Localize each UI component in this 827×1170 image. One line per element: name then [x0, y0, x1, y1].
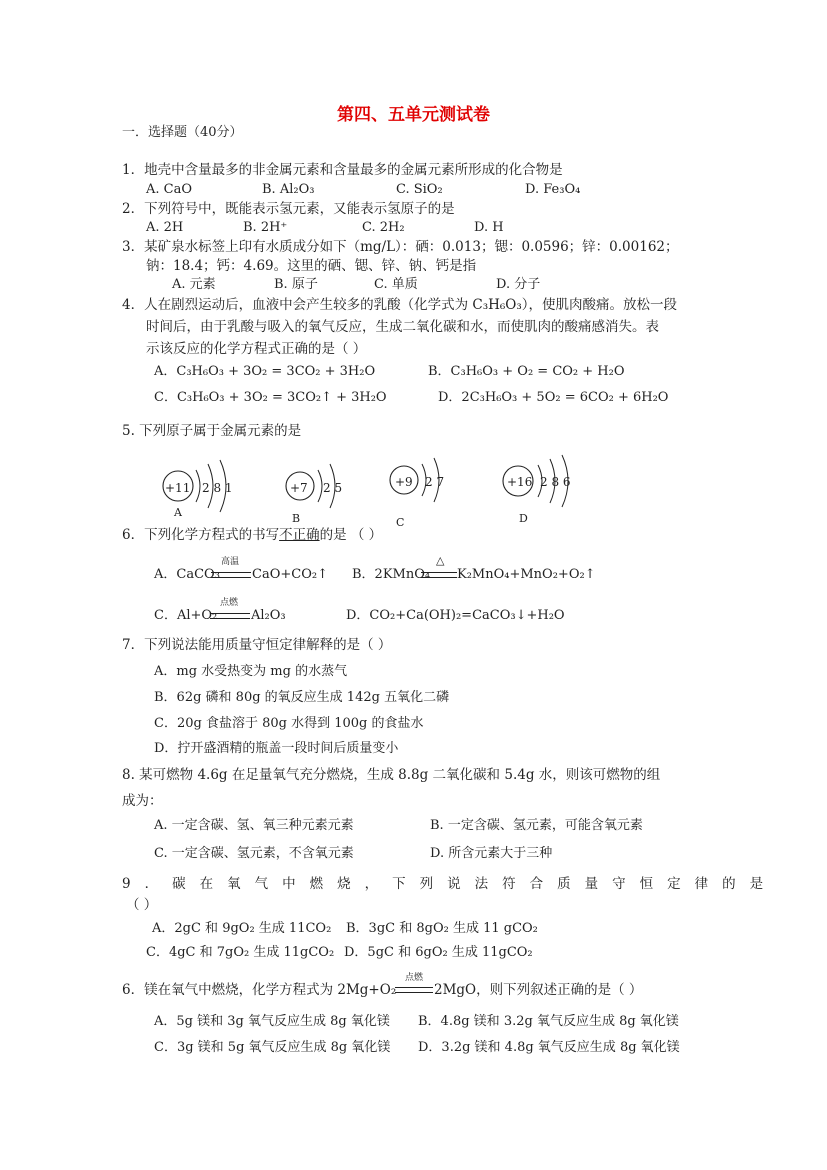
- question-4-option-a: A．C₃H₆O₃ + 3O₂ = 3CO₂ + 3H₂O: [154, 364, 376, 379]
- question-6-option-c-reactants: C．Al+O₂: [154, 608, 218, 623]
- question-2-option-c: C. 2H₂: [362, 220, 405, 235]
- question-5-stem: 5. 下列原子属于金属元素的是: [122, 423, 302, 439]
- question-6-option-b-condition: △: [436, 554, 445, 567]
- atom-a-label: A: [174, 506, 182, 519]
- question-6-option-c-products: Al₂O₃: [251, 608, 286, 623]
- question-6-stem: [122, 527, 382, 543]
- question-10-option-a: A．5g 镁和 3g 氧气反应生成 8g 氧化镁: [154, 1014, 390, 1029]
- question-8-option-d: D. 所含元素大于三种: [430, 846, 553, 861]
- question-9-option-d: D．5gC 和 6gO₂ 生成 11gCO₂: [344, 945, 533, 960]
- question-1-option-d: D. Fe₃O₄: [525, 182, 581, 197]
- question-2-option-d: D. H: [474, 220, 504, 235]
- question-2-option-b: B. 2H⁺: [243, 220, 288, 235]
- question-10-stem-post: 2MgO，则下列叙述正确的是（ ）: [434, 982, 643, 998]
- question-3-option-a: A. 元素: [172, 277, 216, 292]
- question-3-stem-line2: 钠：18.4；钙：4.69。这里的硒、锶、锌、钠、钙是指: [146, 258, 477, 274]
- question-9-stem-line2: （ ）: [126, 897, 158, 913]
- atom-c-nucleus: +9: [395, 475, 413, 489]
- question-6-stem-post: 的是 （ ）: [319, 527, 383, 543]
- atom-a-shells: 2 8 1: [202, 481, 233, 495]
- question-6-stem-underlined: 不正确: [279, 527, 320, 543]
- question-6-option-a-products: CaO+CO₂↑: [252, 567, 328, 582]
- question-8-option-a: A. 一定含碳、氢、氧三种元素元素: [154, 818, 354, 833]
- question-6-option-b-products: K₂MnO₄+MnO₂+O₂↑: [457, 567, 596, 582]
- question-6-option-a-equals-sign: [211, 572, 251, 578]
- question-3-option-b: B. 原子: [274, 277, 318, 292]
- question-2-stem: 2．下列符号中，既能表示氢元素，又能表示氢原子的是: [122, 201, 455, 217]
- question-8-option-b: B. 一定含碳、氢元素，可能含氧元素: [430, 818, 643, 833]
- question-6-option-b-reactants: B．2KMnO₄: [352, 567, 431, 582]
- question-7-option-a: A．mg 水受热变为 mg 的水蒸气: [154, 664, 348, 679]
- question-10-stem-pre: 6．镁在氧气中燃烧，化学方程式为 2Mg+O₂: [122, 982, 397, 998]
- atom-a-nucleus: +11: [165, 481, 191, 495]
- question-6-option-a-condition: 高温: [221, 557, 240, 567]
- atom-b-nucleus: +7: [290, 481, 308, 495]
- question-6-stem-pre: 6．下列化学方程式的书写: [122, 527, 280, 543]
- question-10-option-d: D．3.2g 镁和 4.8g 氧气反应生成 8g 氧化镁: [418, 1040, 680, 1055]
- question-10-option-b: B．4.8g 镁和 3.2g 氧气反应生成 8g 氧化镁: [418, 1014, 679, 1029]
- atom-c-shells: 2 7: [425, 475, 445, 489]
- question-4-stem-line1: 4．人在剧烈运动后，血液中会产生较多的乳酸（化学式为 C₃H₆O₃），使肌肉酸痛。放松一段: [122, 297, 678, 313]
- question-7-option-b: B．62g 磷和 80g 的氧反应生成 142g 五氧化二磷: [154, 690, 450, 705]
- question-1-option-b: B. Al₂O₃: [262, 182, 315, 197]
- question-6-option-a-reactants: A．CaCO₃: [154, 567, 220, 582]
- question-8-stem-line1: 8. 某可燃物 4.6g 在足量氧气充分燃烧，生成 8.8g 二氧化碳和 5.4g 水，则该可燃物的组: [122, 767, 661, 783]
- question-4-stem-line2: 时间后，由于乳酸与吸入的氧气反应，生成二氧化碳和水，而使肌肉的酸痛感消失。表: [146, 319, 659, 335]
- question-6-option-c-condition: 点燃: [220, 598, 239, 608]
- question-10-option-c: C．3g 镁和 5g 氧气反应生成 8g 氧化镁: [154, 1040, 391, 1055]
- atom-b-shells: 2 5: [323, 481, 343, 495]
- question-10-equals-sign: [395, 987, 433, 993]
- question-8-option-c: C. 一定含碳、氢元素，不含氧元素: [154, 846, 354, 861]
- section-heading: 一．选择题（40分）: [122, 125, 243, 140]
- question-3-option-c: C. 单质: [374, 277, 418, 292]
- question-7-stem: 7．下列说法能用质量守恒定律解释的是（ ）: [122, 637, 392, 653]
- question-1-stem: 1．地壳中含量最多的非金属元素和含量最多的金属元素所形成的化合物是: [122, 162, 563, 178]
- question-6-option-d: D．CO₂+Ca(OH)₂=CaCO₃↓+H₂O: [346, 608, 565, 623]
- atom-d-shells: 2 8 6: [540, 475, 571, 489]
- question-9-option-a: A．2gC 和 9gO₂ 生成 11CO₂: [152, 921, 332, 936]
- atom-b-label: B: [292, 512, 301, 525]
- question-3-stem-line1: 3．某矿泉水标签上印有水质成分如下（mg/L）：硒：0.013；锶：0.0596；锌：0.00162；: [122, 239, 679, 255]
- atom-d-label: D: [519, 512, 528, 525]
- question-9-option-b: B．3gC 和 8gO₂ 生成 11 gCO₂: [346, 921, 538, 936]
- question-2-option-a: A. 2H: [146, 220, 184, 235]
- atom-c-label: C: [396, 516, 405, 529]
- question-7-option-d: D．拧开盛酒精的瓶盖一段时间后质量变小: [154, 741, 399, 756]
- question-4-stem-line3: 示该反应的化学方程式正确的是（ ）: [146, 341, 367, 357]
- question-3-option-d: D. 分子: [496, 277, 541, 292]
- question-4-option-c: C．C₃H₆O₃ + 3O₂ = 3CO₂↑ + 3H₂O: [154, 390, 387, 405]
- question-1-option-c: C. SiO₂: [396, 182, 443, 197]
- question-4-option-d: D．2C₃H₆O₃ + 5O₂ = 6CO₂ + 6H₂O: [438, 390, 669, 405]
- page-title: 第四、五单元测试卷: [337, 105, 490, 125]
- question-10-condition: 点燃: [405, 973, 424, 983]
- question-1-option-a: A. CaO: [146, 182, 193, 197]
- question-9-stem-line1: [122, 876, 777, 892]
- question-8-stem-line2: 成为：: [122, 793, 163, 809]
- question-6-option-b-equals-sign: [421, 572, 457, 578]
- question-4-option-b: B．C₃H₆O₃ + O₂ = CO₂ + H₂O: [428, 364, 625, 379]
- question-9-stem-text: 9．碳在氧气中燃烧，下列说法符合质量守恒定律的是: [122, 876, 778, 892]
- question-9-option-c: C．4gC 和 7gO₂ 生成 11gCO₂: [146, 945, 335, 960]
- atom-d-nucleus: +16: [507, 475, 533, 489]
- question-6-option-c-equals-sign: [210, 613, 250, 619]
- question-7-option-c: C．20g 食盐溶于 80g 水得到 100g 的食盐水: [154, 716, 424, 731]
